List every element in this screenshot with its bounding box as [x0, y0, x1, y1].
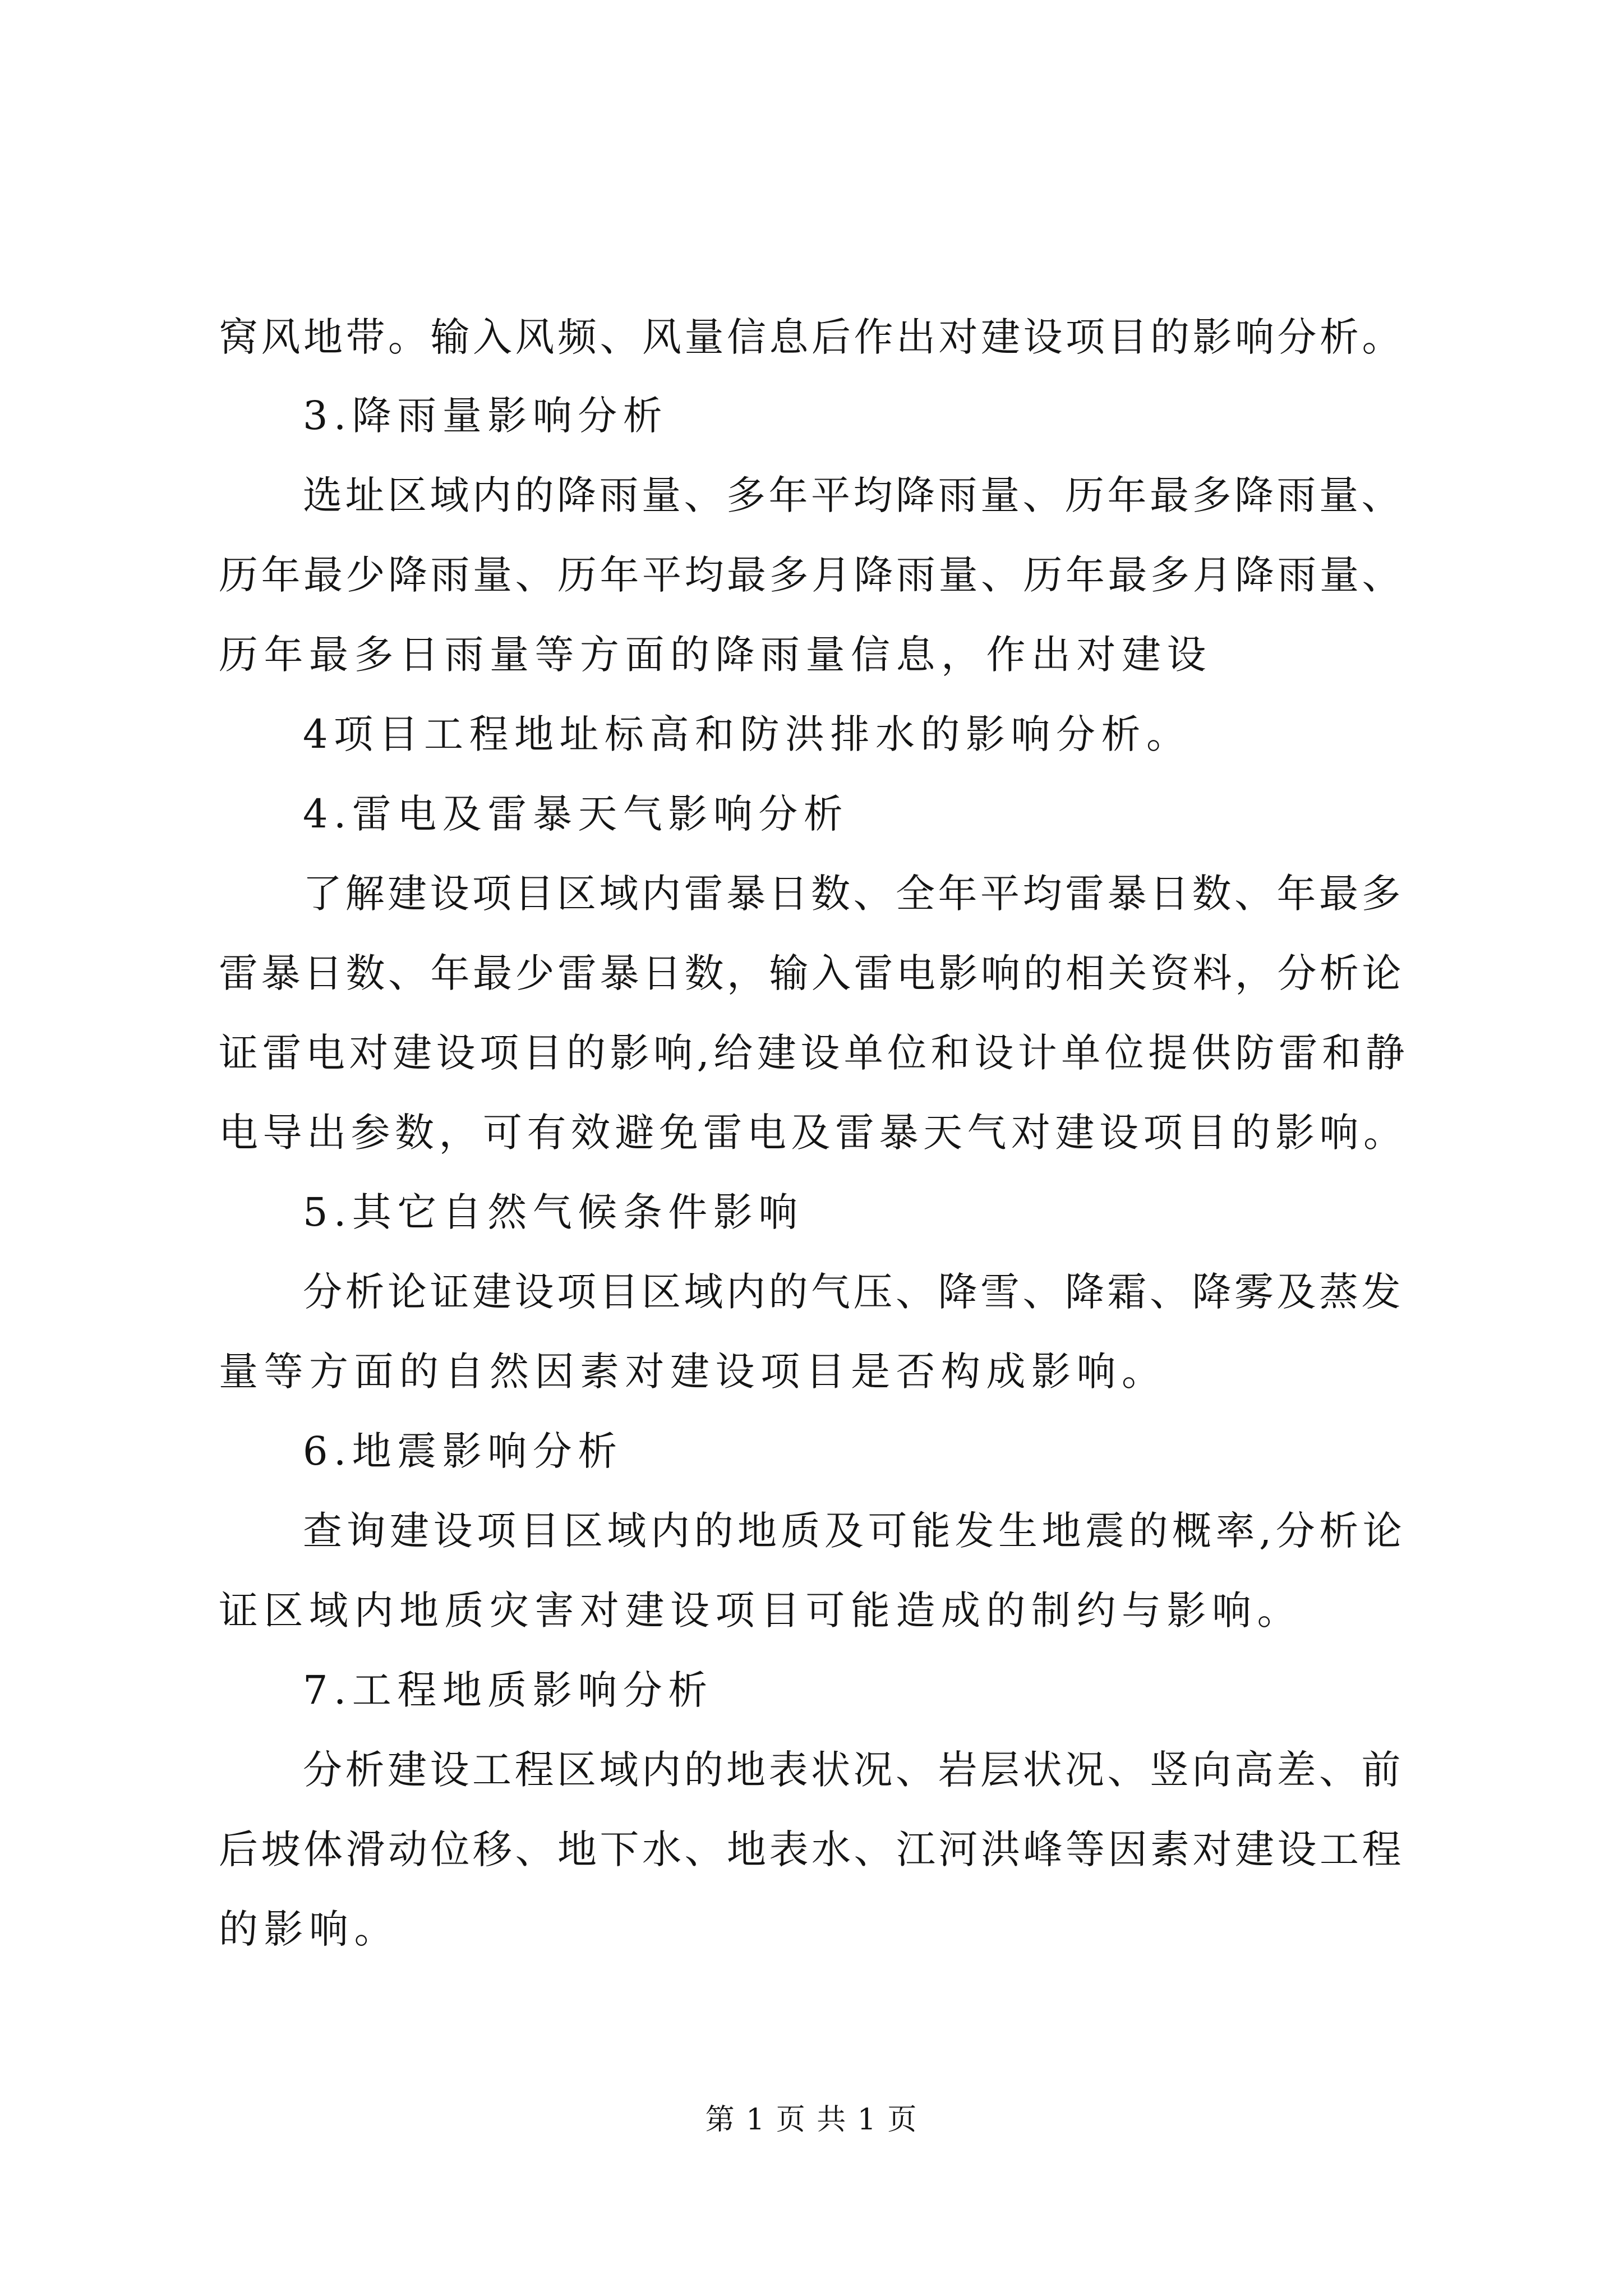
- body-text-line: 分析建设工程区域内的地表状况、岩层状况、竖向高差、前: [303, 1747, 1404, 1793]
- body-text-line: 查询建设项目区域内的地质及可能发生地震的概率,分析论: [303, 1508, 1407, 1554]
- section-heading-other-climate: 5.其它自然气候条件影响: [303, 1189, 804, 1235]
- body-text-line: 了解建设项目区域内雷暴日数、全年平均雷暴日数、年最多: [303, 871, 1404, 917]
- body-text-line: 的影响。: [219, 1906, 399, 1952]
- body-text-line: 后坡体滑动位移、地下水、地表水、江河洪峰等因素对建设工程: [219, 1826, 1404, 1872]
- body-text-line: 分析论证建设项目区域内的气压、降雪、降霜、降雾及蒸发: [303, 1269, 1404, 1315]
- section-heading-geology: 7.工程地质影响分析: [303, 1667, 713, 1713]
- section-heading-rainfall: 3.降雨量影响分析: [303, 393, 668, 439]
- body-text-line: 电导出参数，可有效避免雷电及雷暴天气对建设项目的影响。: [219, 1110, 1408, 1156]
- page-number-footer: 第 1 页 共 1 页: [705, 2103, 918, 2137]
- body-text-line: 雷暴日数、年最少雷暴日数，输入雷电影响的相关资料，分析论: [219, 950, 1404, 996]
- body-text-line: 证雷电对建设项目的影响,给建设单位和设计单位提供防雷和静: [219, 1030, 1409, 1076]
- body-text-line: 量等方面的自然因素对建设项目是否构成影响。: [219, 1349, 1167, 1395]
- section-heading-earthquake: 6.地震影响分析: [303, 1428, 623, 1474]
- body-text-line: 历年最多日雨量等方面的降雨量信息，作出对建设: [219, 632, 1212, 678]
- body-text-line: 历年最少降雨量、历年平均最多月降雨量、历年最多月降雨量、: [219, 552, 1404, 598]
- body-text-line: 4项目工程地址标高和防洪排水的影响分析。: [303, 711, 1192, 757]
- section-heading-lightning: 4.雷电及雷暴天气影响分析: [303, 791, 849, 837]
- body-text-line: 窝风地带。输入风频、风量信息后作出对建设项目的影响分析。: [219, 314, 1404, 360]
- body-text-line: 证区域内地质灾害对建设项目可能造成的制约与影响。: [219, 1588, 1302, 1634]
- body-text-line: 选址区域内的降雨量、多年平均降雨量、历年最多降雨量、: [303, 472, 1404, 518]
